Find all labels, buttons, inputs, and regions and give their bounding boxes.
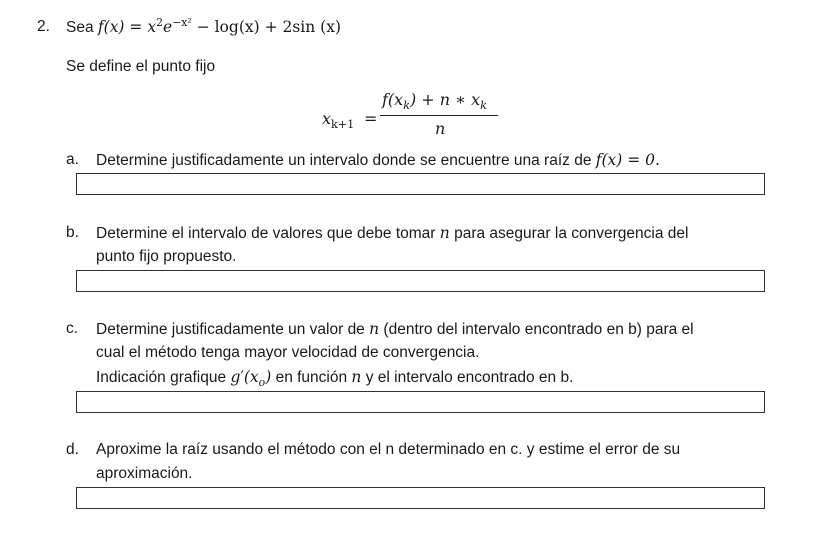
item-b-line1: Determine el intervalo de valores que debe tomar n para asegurar la convergencia del — [96, 224, 689, 242]
intro-text: Sea — [66, 19, 94, 36]
item-d-line2: aproximación. — [96, 465, 193, 482]
item-d-line1: Aproxime la raíz usando el método con el n determinado en c. y estime el error de su — [96, 441, 681, 458]
formula-denominator: n — [435, 119, 446, 138]
answer-box-a[interactable] — [76, 173, 765, 195]
item-a-text: Determine justificadamente un intervalo donde se encuentre una raíz de f(x) = 0. — [96, 151, 660, 169]
answer-box-c[interactable] — [76, 391, 765, 413]
item-b-line2: punto fijo propuesto. — [96, 248, 237, 265]
fraction-bar — [380, 115, 498, 116]
problem-statement — [66, 15, 342, 37]
formula-lhs: $x_{k+1}$ — [322, 109, 355, 132]
item-c-line3: Indicación grafique $g'(x_o)$ en función n y el intervalo encontrado en b. — [96, 368, 574, 390]
item-b-label: b. — [66, 224, 79, 241]
item-a-label: a. — [66, 151, 79, 168]
formula-equals: = — [364, 109, 378, 128]
answer-box-d[interactable] — [76, 487, 765, 509]
item-c-label: c. — [66, 320, 79, 337]
problem-number: 2. — [37, 18, 50, 35]
item-d-label: d. — [66, 441, 79, 458]
item-c-line1: Determine justificadamente un valor de n (dentro del intervalo encontrado en b) para el — [96, 320, 694, 338]
item-c-line2: cual el método tenga mayor velocidad de convergencia. — [96, 344, 480, 361]
define-text: Se define el punto fijo — [66, 58, 216, 75]
answer-box-b[interactable] — [76, 270, 765, 292]
formula-numerator: $f(x_k) + n$ ∗ $x_k$ — [382, 90, 487, 113]
function-definition: $f(x) = x^2e^{-x^2} - \log(x) + 2\sin$ (x) — [97, 15, 342, 36]
